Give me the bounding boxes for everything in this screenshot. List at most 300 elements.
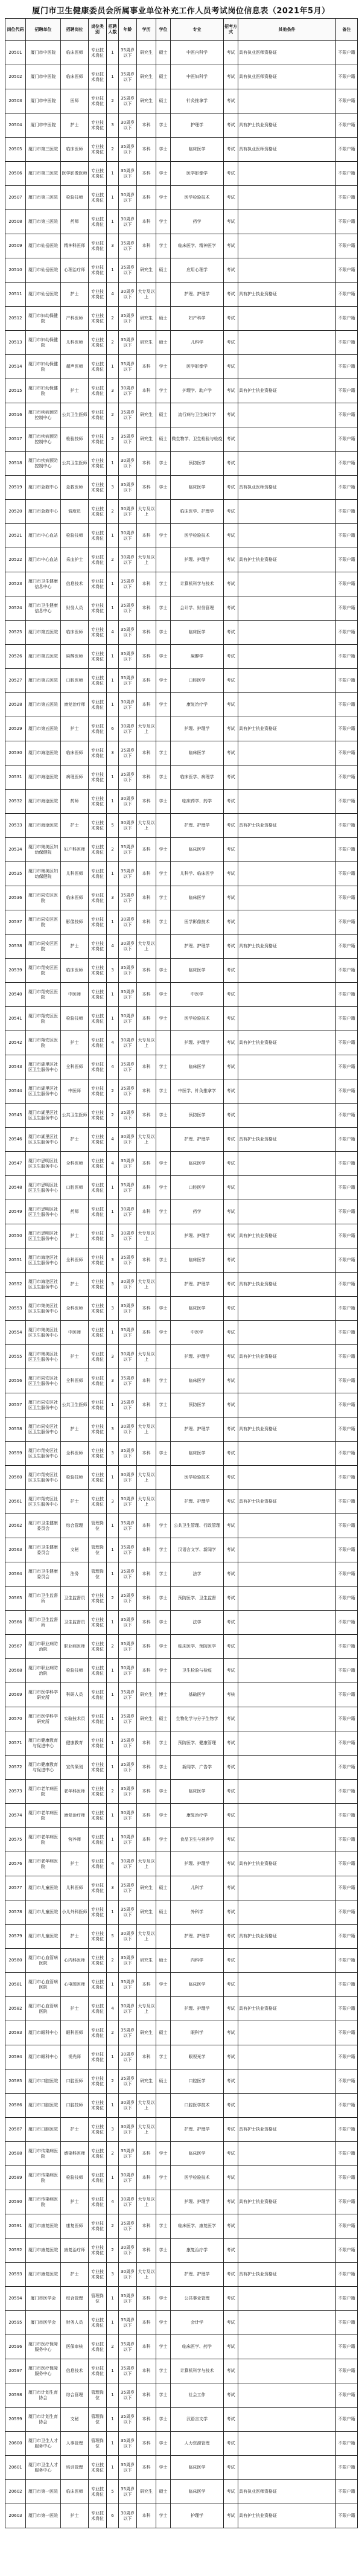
cell-unit: 厦门市老年病医院 (26, 1804, 61, 1828)
cell-unit: 厦门市医学会 (26, 2287, 61, 2311)
cell-education: 本科 (137, 669, 156, 693)
cell-education: 本科 (137, 1007, 156, 1031)
cell-count: 2 (107, 2214, 119, 2239)
cell-age: 35周岁以下 (119, 983, 137, 1007)
cell-age: 35周岁以下 (119, 838, 137, 862)
cell-degree: 学士 (156, 2214, 171, 2239)
cell-note: 不限户籍 (336, 2142, 358, 2166)
cell-degree: 硕士 (156, 41, 171, 65)
cell-conditions (238, 1079, 336, 1104)
cell-post: 财务人员 (61, 596, 89, 621)
cell-unit: 厦门市海沧区社区卫生服务中心 (26, 1248, 61, 1273)
cell-unit: 厦门市第五医院 (26, 717, 61, 741)
cell-education: 本科 (137, 1973, 156, 1997)
cell-unit: 厦门市中医院 (26, 113, 61, 138)
table-row (5, 138, 358, 162)
cell-category: 专业技术岗位 (89, 1393, 107, 1417)
cell-note: 不限户籍 (336, 162, 358, 186)
cell-post: 超声医师 (61, 355, 89, 379)
cell-age: 35周岁以下 (119, 1079, 137, 1104)
cell-degree: 硕士 (156, 427, 171, 452)
table-row (5, 1055, 358, 1079)
cell-conditions (238, 1876, 336, 1900)
cell-method: 考试 (224, 476, 238, 500)
cell-method: 考试 (224, 548, 238, 572)
cell-education: 本科 (137, 2504, 156, 2528)
cell-education: 本科 (137, 2214, 156, 2239)
cell-conditions (238, 2142, 336, 2166)
cell-method: 考试 (224, 113, 238, 138)
cell-count: 1 (107, 210, 119, 234)
cell-method: 考试 (224, 2287, 238, 2311)
cell-degree: 学士 (156, 886, 171, 910)
cell-age: 30周岁以下 (119, 500, 137, 524)
cell-note: 不限户籍 (336, 2311, 358, 2335)
table-row (5, 1852, 358, 1876)
cell-education: 本科 (137, 1635, 156, 1659)
table-row (5, 2263, 358, 2287)
cell-count: 1 (107, 162, 119, 186)
cell-age: 35周岁以下 (119, 2480, 137, 2504)
cell-count: 2 (107, 1635, 119, 1659)
cell-degree: 硕士 (156, 65, 171, 89)
cell-age: 35周岁以下 (119, 307, 137, 331)
cell-category: 专业技术岗位 (89, 935, 107, 959)
cell-age: 35周岁以下 (119, 1756, 137, 1780)
cell-education: 本科 (137, 959, 156, 983)
cell-post: 康复治疗师 (61, 2239, 89, 2263)
table-row (5, 65, 358, 89)
cell-method: 考试 (224, 1876, 238, 1900)
cell-note: 不限户籍 (336, 1514, 358, 1538)
cell-degree (156, 1852, 171, 1876)
cell-unit: 厦门市第三医院 (26, 138, 61, 162)
cell-major: 护理、护理学 (171, 1490, 224, 1514)
cell-category: 专业技术岗位 (89, 89, 107, 113)
cell-method: 考试 (224, 1466, 238, 1490)
cell-degree: 学士 (156, 2287, 171, 2311)
cell-degree: 学士 (156, 1200, 171, 1224)
cell-unit: 厦门市卫生人才服务中心 (26, 2456, 61, 2480)
cell-method: 考试 (224, 2094, 238, 2118)
cell-code: 20528 (5, 693, 26, 717)
cell-major: 预防医学、卫生监督 (171, 1587, 224, 1611)
cell-method: 考试 (224, 1273, 238, 1297)
cell-method: 考试 (224, 138, 238, 162)
cell-code: 20510 (5, 258, 26, 283)
table-row (5, 1925, 358, 1949)
cell-degree: 硕士 (156, 258, 171, 283)
cell-count: 3 (107, 1490, 119, 1514)
cell-method: 考试 (224, 162, 238, 186)
cell-note: 不限户籍 (336, 2190, 358, 2214)
cell-education: 本科 (137, 355, 156, 379)
cell-major: 法学 (171, 1562, 224, 1587)
column-header: 招聘人数 (107, 19, 119, 41)
cell-unit: 厦门市第五医院 (26, 669, 61, 693)
cell-method: 考试 (224, 210, 238, 234)
cell-degree: 学士 (156, 113, 171, 138)
table-row (5, 621, 358, 645)
cell-major: 应用心理学 (171, 258, 224, 283)
cell-code: 20570 (5, 1707, 26, 1731)
cell-age: 35周岁以下 (119, 1176, 137, 1200)
cell-post: 眼科医师 (61, 2021, 89, 2045)
cell-count: 1 (107, 983, 119, 1007)
cell-code: 20523 (5, 572, 26, 596)
cell-method: 考试 (224, 693, 238, 717)
cell-major: 临床医学 (171, 2480, 224, 2504)
cell-count: 2 (107, 2335, 119, 2359)
cell-unit: 厦门市健康教育与促进中心 (26, 1756, 61, 1780)
cell-degree: 学士 (156, 1611, 171, 1635)
table-row (5, 162, 358, 186)
cell-major: 计算机科学与技术 (171, 572, 224, 596)
cell-code: 20568 (5, 1659, 26, 1683)
cell-conditions: 具有护士执业资格证 (238, 1490, 336, 1514)
cell-category: 专业技术岗位 (89, 186, 107, 210)
cell-degree: 学士 (156, 1538, 171, 1562)
cell-method: 考试 (224, 427, 238, 452)
cell-unit: 厦门市职业病防治院 (26, 1635, 61, 1659)
table-row (5, 2045, 358, 2069)
cell-degree (156, 500, 171, 524)
cell-major: 医学检验技术 (171, 2166, 224, 2190)
cell-count: 1 (107, 1538, 119, 1562)
table-row (5, 186, 358, 210)
cell-category: 专业技术岗位 (89, 1587, 107, 1611)
cell-education: 本科 (137, 572, 156, 596)
cell-education: 本科 (137, 1804, 156, 1828)
cell-major: 基础医学 (171, 1683, 224, 1707)
cell-education: 本科 (137, 2166, 156, 2190)
cell-age: 35周岁以下 (119, 1780, 137, 1804)
cell-code: 20549 (5, 1200, 26, 1224)
cell-post: 儿科医师 (61, 331, 89, 355)
document-title: 厦门市卫生健康委员会所属事业单位补充工作人员考试岗位信息表（2021年5月） (32, 7, 330, 16)
cell-major: 社会工作 (171, 2383, 224, 2408)
cell-conditions (238, 2311, 336, 2335)
cell-education: 本科 (137, 645, 156, 669)
cell-unit: 厦门市海沧医院 (26, 741, 61, 765)
cell-post: 中医师 (61, 1079, 89, 1104)
cell-count: 1 (107, 1611, 119, 1635)
cell-conditions (238, 1804, 336, 1828)
table-row (5, 1659, 358, 1683)
cell-code: 20520 (5, 500, 26, 524)
cell-category: 专业技术岗位 (89, 1369, 107, 1393)
cell-method: 考试 (224, 1514, 238, 1538)
cell-method: 考试 (224, 1224, 238, 1248)
cell-code: 20542 (5, 1031, 26, 1055)
cell-education: 本科 (137, 2045, 156, 2069)
cell-category: 专业技术岗位 (89, 814, 107, 838)
cell-conditions: 具有护士执业资格证 (238, 379, 336, 403)
cell-degree: 学士 (156, 2335, 171, 2359)
cell-age: 30周岁以下 (119, 1659, 137, 1683)
table-row (5, 693, 358, 717)
cell-method: 考试 (224, 2021, 238, 2045)
cell-age: 30周岁以下 (119, 452, 137, 476)
cell-code: 20592 (5, 2239, 26, 2263)
cell-count: 6 (107, 717, 119, 741)
cell-code: 20506 (5, 162, 26, 186)
cell-education: 研究生 (137, 65, 156, 89)
cell-unit: 厦门市思明区社区卫生服务中心 (26, 1200, 61, 1224)
cell-conditions: 具有护士执业资格证 (238, 113, 336, 138)
cell-degree (156, 548, 171, 572)
cell-degree: 学士 (156, 138, 171, 162)
cell-note: 不限户籍 (336, 717, 358, 741)
cell-count: 2 (107, 2069, 119, 2094)
cell-category: 专业技术岗位 (89, 2311, 107, 2335)
cell-degree: 学士 (156, 741, 171, 765)
cell-conditions (238, 693, 336, 717)
table-row (5, 1683, 358, 1707)
cell-post: 卫生监督员 (61, 1587, 89, 1611)
cell-major: 针灸推拿学 (171, 89, 224, 113)
cell-code: 20554 (5, 1321, 26, 1345)
cell-code: 20529 (5, 717, 26, 741)
cell-code: 20575 (5, 1828, 26, 1852)
cell-category: 专业技术岗位 (89, 2094, 107, 2118)
cell-age: 30周岁以下 (119, 1273, 137, 1297)
cell-post: 检验技师 (61, 1466, 89, 1490)
cell-category: 专业技术岗位 (89, 790, 107, 814)
cell-post: 护士 (61, 717, 89, 741)
cell-post: 护士 (61, 935, 89, 959)
cell-post: 临床医师 (61, 741, 89, 765)
cell-code: 20598 (5, 2383, 26, 2408)
cell-code: 20504 (5, 113, 26, 138)
cell-conditions: 具有护士执业资格证 (238, 2263, 336, 2287)
cell-conditions (238, 1828, 336, 1852)
cell-category: 专业技术岗位 (89, 2118, 107, 2142)
cell-post: 护士 (61, 1925, 89, 1949)
cell-education: 本科 (137, 983, 156, 1007)
cell-degree: 学士 (156, 983, 171, 1007)
cell-code: 20562 (5, 1514, 26, 1538)
cell-count: 1 (107, 645, 119, 669)
cell-note: 不限户籍 (336, 2118, 358, 2142)
cell-post: 护士 (61, 1224, 89, 1248)
cell-major: 法学 (171, 1611, 224, 1635)
cell-code: 20579 (5, 1925, 26, 1949)
cell-unit: 厦门市儿童医院 (26, 1900, 61, 1925)
cell-major: 生物化学与分子生物学 (171, 1707, 224, 1731)
cell-code: 20534 (5, 838, 26, 862)
cell-category: 管理岗位 (89, 1538, 107, 1562)
cell-major: 预防医学、健康管理 (171, 1731, 224, 1756)
cell-code: 20578 (5, 1900, 26, 1925)
cell-age: 35周岁以下 (119, 258, 137, 283)
cell-method: 考试 (224, 452, 238, 476)
column-header: 招聘岗位 (61, 19, 89, 41)
cell-note: 不限户籍 (336, 669, 358, 693)
cell-note: 不限户籍 (336, 210, 358, 234)
cell-category: 专业技术岗位 (89, 403, 107, 427)
cell-major: 会计学、财务管理 (171, 596, 224, 621)
cell-unit: 厦门市老年病医院 (26, 1780, 61, 1804)
cell-category: 专业技术岗位 (89, 572, 107, 596)
cell-unit: 厦门市第五医院 (26, 621, 61, 645)
table-row (5, 1538, 358, 1562)
cell-education: 本科 (137, 2142, 156, 2166)
cell-conditions: 具有护士执业资格证 (238, 2118, 336, 2142)
cell-education: 研究生 (137, 427, 156, 452)
document-sheet (5, 0, 357, 2528)
cell-count: 1 (107, 1514, 119, 1538)
cell-unit: 厦门市第一医院 (26, 2480, 61, 2504)
cell-age: 35周岁以下 (119, 1538, 137, 1562)
cell-count: 1 (107, 1176, 119, 1200)
cell-major: 中医学 (171, 1321, 224, 1345)
cell-category: 专业技术岗位 (89, 1442, 107, 1466)
table-row (5, 1997, 358, 2021)
cell-category: 专业技术岗位 (89, 959, 107, 983)
cell-note: 不限户籍 (336, 2094, 358, 2118)
cell-degree (156, 935, 171, 959)
cell-code: 20596 (5, 2335, 26, 2359)
cell-category: 专业技术岗位 (89, 1876, 107, 1900)
cell-method: 考试 (224, 1442, 238, 1466)
cell-code: 20501 (5, 41, 26, 65)
cell-note: 不限户籍 (336, 2069, 358, 2094)
cell-code: 20552 (5, 1273, 26, 1297)
cell-count: 1 (107, 1707, 119, 1731)
table-row (5, 2504, 358, 2528)
cell-count: 1 (107, 1731, 119, 1756)
cell-age: 30周岁以下 (119, 2118, 137, 2142)
cell-education: 大专及以上 (137, 1490, 156, 1514)
cell-age: 30周岁以下 (119, 814, 137, 838)
cell-category: 专业技术岗位 (89, 886, 107, 910)
cell-age: 35周岁以下 (119, 596, 137, 621)
cell-code: 20572 (5, 1756, 26, 1780)
table-row (5, 572, 358, 596)
cell-count: 3 (107, 1442, 119, 1466)
cell-major: 口腔医学 (171, 2069, 224, 2094)
cell-major: 医学检验技术 (171, 524, 224, 548)
cell-education: 研究生 (137, 258, 156, 283)
cell-conditions (238, 1176, 336, 1200)
cell-unit: 厦门市口腔医院 (26, 2118, 61, 2142)
cell-conditions (238, 1707, 336, 1731)
table-header (5, 19, 358, 41)
cell-code: 20582 (5, 1997, 26, 2021)
cell-code: 20544 (5, 1079, 26, 1104)
cell-major: 新闻学、广告学 (171, 1756, 224, 1780)
cell-note: 不限户籍 (336, 476, 358, 500)
cell-conditions: 具有护士执业资格证 (238, 1273, 336, 1297)
cell-count: 1 (107, 2456, 119, 2480)
cell-unit: 厦门市同安区社区卫生服务中心 (26, 1393, 61, 1417)
cell-education: 本科 (137, 186, 156, 210)
table-row (5, 1490, 358, 1514)
cell-major: 中医内科学 (171, 41, 224, 65)
cell-count: 1 (107, 669, 119, 693)
cell-note: 不限户籍 (336, 524, 358, 548)
cell-category: 专业技术岗位 (89, 1635, 107, 1659)
table-row (5, 1562, 358, 1587)
cell-post: 护士 (61, 1490, 89, 1514)
cell-category: 专业技术岗位 (89, 1104, 107, 1128)
cell-category: 专业技术岗位 (89, 1973, 107, 1997)
cell-method: 考试 (224, 935, 238, 959)
cell-major: 妇产科学 (171, 307, 224, 331)
cell-education: 本科 (137, 790, 156, 814)
cell-degree: 学士 (156, 2504, 171, 2528)
cell-method: 考试 (224, 1997, 238, 2021)
cell-degree: 学士 (156, 162, 171, 186)
cell-code: 20589 (5, 2166, 26, 2190)
cell-age: 35周岁以下 (119, 1055, 137, 1079)
cell-conditions (238, 1538, 336, 1562)
cell-degree (156, 2190, 171, 2214)
cell-count: 2 (107, 1587, 119, 1611)
cell-note: 不限户籍 (336, 2480, 358, 2504)
cell-method: 考试 (224, 1828, 238, 1852)
cell-code: 20519 (5, 476, 26, 500)
cell-post: 综合管理 (61, 2287, 89, 2311)
cell-code: 20584 (5, 2045, 26, 2069)
cell-method: 考试 (224, 741, 238, 765)
cell-conditions (238, 1562, 336, 1587)
cell-conditions: 具有执业医师资格证 (238, 65, 336, 89)
cell-education: 大专及以上 (137, 1852, 156, 1876)
table-row (5, 2335, 358, 2359)
cell-unit: 厦门市同安区社区卫生服务中心 (26, 1417, 61, 1442)
cell-code: 20545 (5, 1104, 26, 1128)
cell-post: 护士 (61, 1031, 89, 1055)
cell-age: 30周岁以下 (119, 2504, 137, 2528)
cell-category: 专业技术岗位 (89, 1466, 107, 1490)
cell-major: 临床医学 (171, 1152, 224, 1176)
cell-major: 会计学 (171, 2311, 224, 2335)
cell-post: 儿科医师 (61, 862, 89, 886)
cell-education: 本科 (137, 210, 156, 234)
cell-category: 专业技术岗位 (89, 1248, 107, 1273)
cell-code: 20551 (5, 1248, 26, 1273)
cell-code: 20576 (5, 1852, 26, 1876)
cell-note: 不限户籍 (336, 2456, 358, 2480)
cell-category: 专业技术岗位 (89, 113, 107, 138)
cell-age: 35周岁以下 (119, 427, 137, 452)
cell-count: 1 (107, 41, 119, 65)
cell-category: 专业技术岗位 (89, 1152, 107, 1176)
cell-count: 1 (107, 2432, 119, 2456)
cell-age: 30周岁以下 (119, 2094, 137, 2118)
cell-education: 本科 (137, 2408, 156, 2432)
cell-note: 不限户籍 (336, 1224, 358, 1248)
cell-unit: 厦门市中医院 (26, 89, 61, 113)
cell-count: 4 (107, 1997, 119, 2021)
cell-unit: 厦门市第五医院 (26, 693, 61, 717)
cell-count: 1 (107, 693, 119, 717)
cell-age: 35周岁以下 (119, 1900, 137, 1925)
cell-post: 护士 (61, 1273, 89, 1297)
cell-code: 20555 (5, 1345, 26, 1369)
cell-post: 产科医师 (61, 307, 89, 331)
table-row (5, 1876, 358, 1900)
cell-degree: 硕士 (156, 331, 171, 355)
cell-note: 不限户籍 (336, 2408, 358, 2432)
cell-education: 本科 (137, 1200, 156, 1224)
cell-code: 20508 (5, 210, 26, 234)
cell-code: 20577 (5, 1876, 26, 1900)
cell-conditions: 具有护士执业资格证 (238, 283, 336, 307)
cell-post: 儿科医师 (61, 1876, 89, 1900)
